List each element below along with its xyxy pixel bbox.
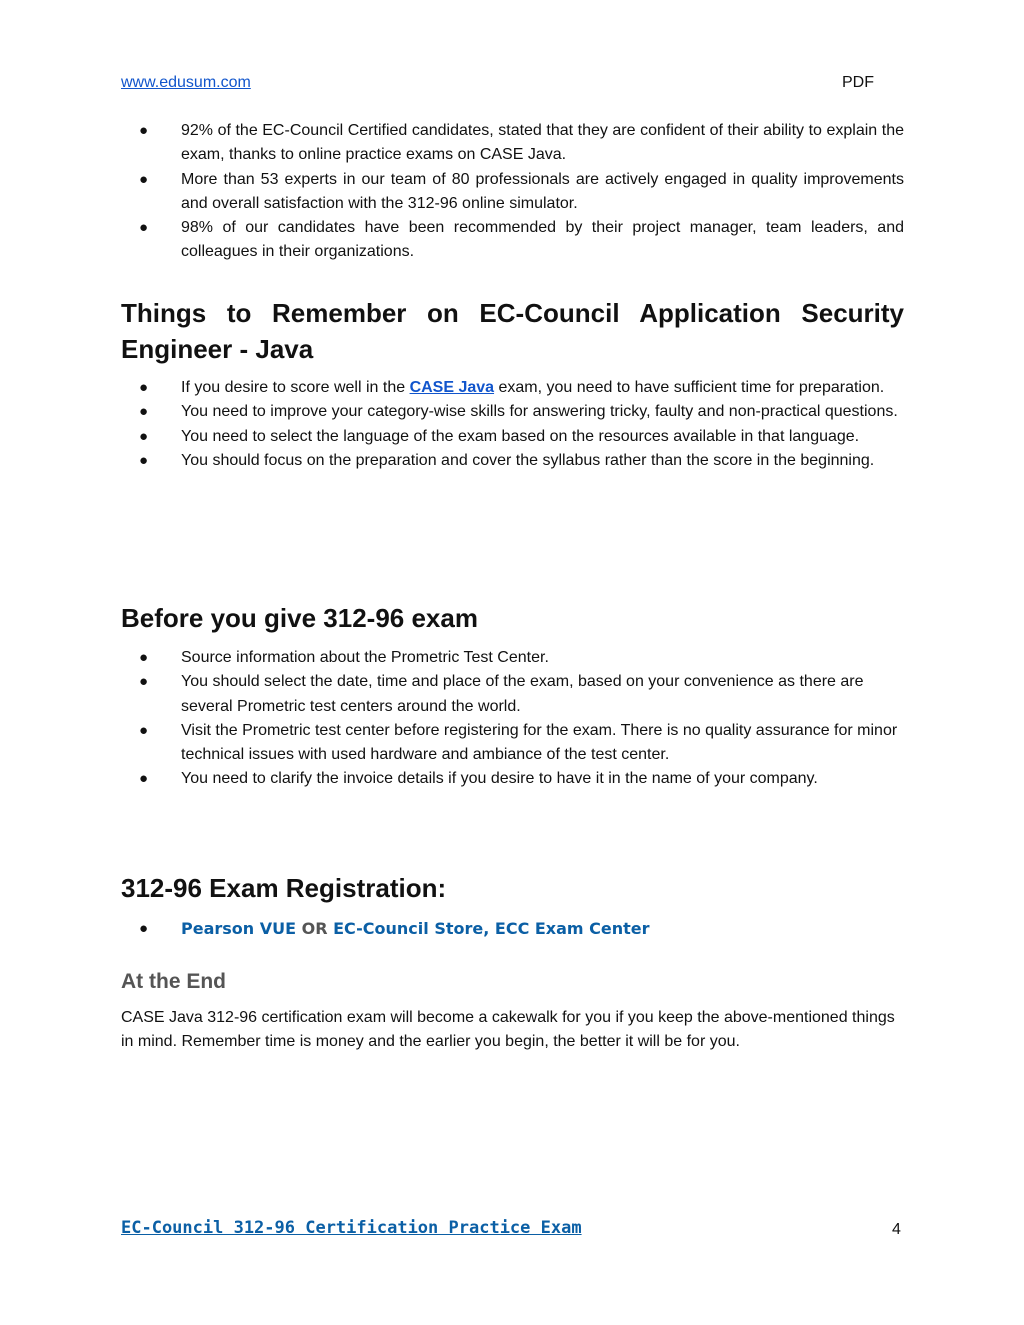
registration-list [121,917,904,941]
list-item: ● Source information about the Prometric Test Center. [121,646,904,670]
section-title-end: At the End [121,970,226,993]
bullet-icon: ● [139,920,149,937]
list-item: ● You need to select the language of the exam based on the resources available in that language. [121,425,904,449]
list-item: ● 92% of the EC-Council Certified candidates, stated that they are confident of their ability to explain the exam, thanks to online practice exams on CASE Java. [121,119,904,168]
bullet-icon: ● [139,451,149,469]
bullet-icon: ● [139,770,149,788]
before-list [121,646,904,792]
bullet-icon: ● [139,170,149,188]
section-title-things: Things to Remember on EC-Council Application Security Engineer - Java [121,298,904,364]
list-item: ● Visit the Prometric test center before registering for the exam. There is no quality assurance for minor technical issues with used hardware and ambiance of the test center. [121,719,904,768]
bullet-icon: ● [139,649,149,666]
section-title-registration: 312-96 Exam Registration: [121,873,447,903]
stats-list [121,119,904,265]
registration-item: ● Pearson VUE OR EC-Council Store, ECC Exam Center [121,917,904,941]
footer-practice-exam-link[interactable]: EC-Council 312-96 Certification Practice Exam [121,1218,582,1238]
site-link[interactable]: www.edusum.com [121,74,251,91]
bullet-icon: ● [139,379,149,396]
bullet-icon: ● [139,427,149,445]
list-item: ● More than 53 experts in our team of 80 professionals are actively engaged in quality improvements and overall satisfaction with the 312-96 online simulator. [121,168,904,217]
section-title-before: Before you give 312-96 exam [121,603,478,633]
bullet-icon: ● [139,122,149,139]
list-item: ● 98% of our candidates have been recommended by their project manager, team leaders, and colleagues in their organizations. [121,216,904,265]
bullet-icon: ● [139,673,149,691]
end-paragraph: CASE Java 312-96 certification exam will become a cakewalk for you if you keep the above-mentioned things in mind. Remember time is money and the earlier you begin, the better it will be for you. [121,1009,895,1051]
bullet-icon: ● [139,721,149,739]
page-number: 4 [892,1221,901,1238]
list-item: ● You need to improve your category-wise skills for answering tricky, faulty and non-practical questions. [121,400,904,424]
list-item: ● You should focus on the preparation and cover the syllabus rather than the score in the beginning. [121,449,904,473]
ec-council-store-link[interactable]: EC-Council Store [333,919,484,938]
list-item: ● You should select the date, time and place of the exam, based on your convenience as there are several Prometric test centers around the world. [121,670,904,719]
list-item: ● You need to clarify the invoice details if you desire to have it in the name of your company. [121,767,904,791]
ecc-exam-center-link[interactable]: ECC Exam Center [494,919,650,938]
bullet-icon: ● [139,219,149,237]
case-java-link[interactable]: CASE Java [409,379,495,396]
pearson-vue-link[interactable]: Pearson VUE [181,919,297,938]
list-item: ● If you desire to score well in the CASE Java exam, you need to have sufficient time for preparation. [121,376,904,400]
things-list [121,376,904,473]
header-label: PDF [842,74,874,91]
bullet-icon: ● [139,403,149,421]
